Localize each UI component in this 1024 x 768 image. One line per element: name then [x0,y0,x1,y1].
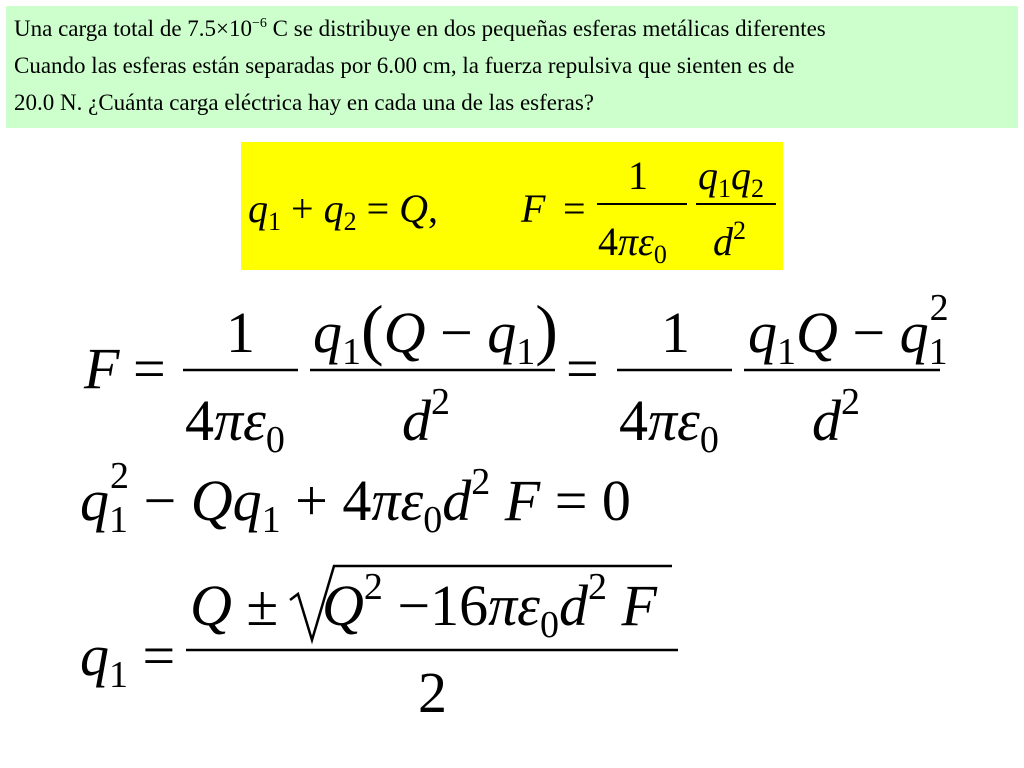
svg-text:d2: $d^2$ [812,381,860,453]
svg-text:=: = [563,186,586,231]
svg-text:Q2 −16πε0d2 F: $Q^2 -16\pi\varepsilon_0d^2$ F [322,566,657,646]
svg-text:1: 1 [628,153,648,198]
force-substituted-equation [83,287,949,461]
svg-text:1: 1 [661,300,690,365]
given-formulas-box [241,142,783,270]
svg-text:q1Q − q12: $q_1Q - q_12$ [748,287,949,373]
solution-equation [80,566,678,725]
problem-line-3: 20.0 N. ¿Cuánta carga eléctrica hay en cada una de las esferas? [14,90,595,115]
svg-text:=: = [133,336,166,401]
problem-line-1: Una carga total de $7.5\times 10^{-6}$ C se distribuye en dos pequeñas esferas metálicas diferentes [14,16,826,41]
svg-text:4πε0: $4\pi\varepsilon_0$ [185,388,285,461]
svg-text:d2: $d^2$ [402,381,450,453]
svg-text:F: F [521,186,546,231]
svg-text:=: = [566,336,599,401]
svg-text:F: F [84,336,120,401]
svg-text:q1(Q − q1): $q_1(Q - q_1)$ [313,291,558,373]
svg-text:q1 + q2 = Q,: $q_1 + q_2 = Q$, [248,186,439,236]
svg-text:q1q2: $q_1q_2$ [698,153,764,203]
svg-text:1: 1 [226,300,255,365]
svg-text:4πε0: $4\pi\varepsilon_0$ [619,388,719,461]
svg-text:4πε0: $4\pi\varepsilon_0$ [598,219,667,269]
svg-text:Q ±: Q ± [190,573,279,638]
svg-text:q12 − Qq1 + 4πε0d2 F = 0: $q_12 - Qq_1 + 4\pi\varepsilon_0d^2$ F = 0 [80,455,631,541]
quadratic-equation [80,455,631,541]
svg-text:2: 2 [418,660,447,725]
problem-line-2: Cuando las esferas están separadas por 6.00 cm, la fuerza repulsiva que sienten es de [14,53,795,78]
svg-text:q1 =: $q_1$ = [80,623,176,696]
svg-text:d2: $d^2$ [713,216,746,264]
